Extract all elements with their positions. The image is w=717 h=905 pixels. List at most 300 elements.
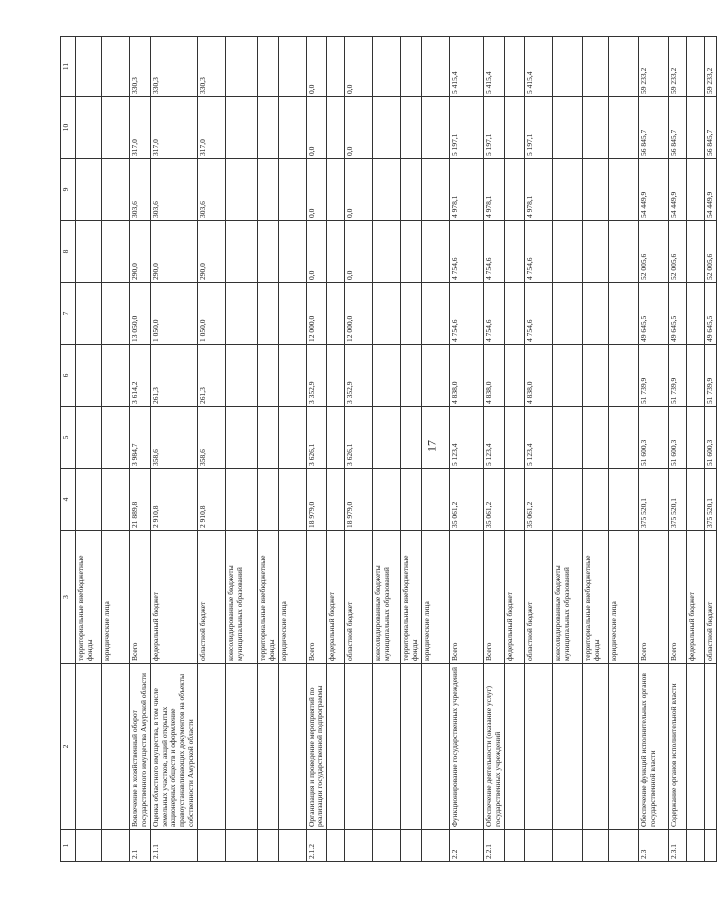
value-cell [552,97,582,159]
value-cell: 4 754,6 [524,283,552,345]
value-cell [76,159,102,221]
value-cell [225,221,257,283]
funding-source: консолидированные бюджеты муниципальных образований [552,531,582,664]
value-cell [327,345,345,407]
column-number: 4 [61,469,76,531]
row-code [704,830,716,862]
value-cell [421,469,449,531]
value-cell [373,159,401,221]
row-code [552,830,582,862]
value-cell [327,221,345,283]
value-cell [76,221,102,283]
row-name: Обеспечение деятельности (оказание услуг) государственных учреждений [483,664,504,830]
value-cell [421,37,449,97]
row-name [582,664,608,830]
row-code: 2.3 [638,830,668,862]
budget-table [60,36,717,862]
value-cell: 0,0 [345,97,373,159]
value-cell [504,345,524,407]
table-row [552,37,582,862]
value-cell: 54 449,9 [638,159,668,221]
value-cell: 35 061,2 [524,469,552,531]
table-row [449,37,483,862]
value-cell: 13 050,0 [130,283,151,345]
table-row [373,37,401,862]
value-cell: 35 061,2 [449,469,483,531]
value-cell: 3 626,1 [306,407,327,469]
table-row [257,37,278,862]
row-code [373,830,401,862]
row-name [278,664,306,830]
value-cell [582,469,608,531]
value-cell [504,159,524,221]
value-cell [552,345,582,407]
funding-source: территориальные внебюджетные фонды [257,531,278,664]
funding-source: областной бюджет [197,531,225,664]
row-name [373,664,401,830]
row-name: Организация и проведение мероприятий по реализации государственной подпрограммы [306,664,327,830]
value-cell: 375 520,1 [704,469,716,531]
value-cell: 49 645,5 [668,283,686,345]
funding-source: территориальные внебюджетные фонды [582,531,608,664]
value-cell: 261,3 [150,345,197,407]
table-row [638,37,668,862]
funding-source: федеральный бюджет [327,531,345,664]
column-number: 5 [61,407,76,469]
value-cell: 3 614,2 [130,345,151,407]
row-name: Содержание органов исполнительной власти [668,664,686,830]
value-cell [327,283,345,345]
table-row [421,37,449,862]
table-row [225,37,257,862]
row-code [345,830,373,862]
value-cell: 4 838,0 [483,345,504,407]
value-cell: 5 123,4 [449,407,483,469]
value-cell: 0,0 [345,159,373,221]
value-cell [327,37,345,97]
table-row [130,37,151,862]
row-code [102,830,130,862]
value-cell [552,37,582,97]
value-cell: 330,3 [197,37,225,97]
funding-source: Всего [638,531,668,664]
table-row [483,37,504,862]
table-row [524,37,552,862]
funding-source: Всего [483,531,504,664]
table-row [704,37,716,862]
funding-source: федеральный бюджет [686,531,704,664]
value-cell [373,37,401,97]
value-cell [278,159,306,221]
value-cell: 303,6 [197,159,225,221]
value-cell [278,469,306,531]
value-cell: 4 754,6 [483,283,504,345]
value-cell [278,345,306,407]
row-name [704,664,716,830]
value-cell: 52 005,6 [668,221,686,283]
value-cell [225,97,257,159]
value-cell [552,159,582,221]
value-cell [421,97,449,159]
row-code [257,830,278,862]
value-cell: 4 838,0 [524,345,552,407]
row-code [582,830,608,862]
value-cell [257,407,278,469]
row-code: 2.1.1 [150,830,197,862]
value-cell: 35 061,2 [483,469,504,531]
value-cell [504,37,524,97]
column-number: 10 [61,97,76,159]
funding-source: Всего [306,531,327,664]
row-name [686,664,704,830]
value-cell: 290,0 [197,221,225,283]
value-cell [401,37,422,97]
row-code [421,830,449,862]
value-cell: 21 889,8 [130,469,151,531]
value-cell: 5 197,1 [483,97,504,159]
row-code [401,830,422,862]
value-cell: 3 352,9 [345,345,373,407]
row-code [686,830,704,862]
value-cell [582,37,608,97]
value-cell [327,469,345,531]
value-cell [76,345,102,407]
column-number: 1 [61,830,76,862]
row-code [504,830,524,862]
value-cell: 51 739,9 [704,345,716,407]
value-cell [102,37,130,97]
value-cell [102,469,130,531]
value-cell: 358,6 [197,407,225,469]
funding-source: консолидированные бюджеты муниципальных образований [225,531,257,664]
value-cell [76,469,102,531]
value-cell: 4 754,6 [449,283,483,345]
value-cell [401,469,422,531]
column-number: 2 [61,664,76,830]
column-number: 7 [61,283,76,345]
value-cell [582,221,608,283]
value-cell: 2 910,8 [197,469,225,531]
value-cell [504,221,524,283]
value-cell: 303,6 [130,159,151,221]
value-cell: 5 415,4 [524,37,552,97]
value-cell: 59 233,2 [704,37,716,97]
value-cell [686,221,704,283]
value-cell: 358,6 [150,407,197,469]
row-code: 2.1 [130,830,151,862]
value-cell [421,283,449,345]
value-cell [401,345,422,407]
value-cell: 51 600,3 [638,407,668,469]
value-cell: 290,0 [150,221,197,283]
value-cell [686,159,704,221]
value-cell: 51 600,3 [668,407,686,469]
column-number-row [61,37,76,862]
table-row [150,37,197,862]
row-code: 2.3.1 [668,830,686,862]
table-row [306,37,327,862]
row-code [327,830,345,862]
value-cell: 4 978,1 [449,159,483,221]
value-cell [608,37,638,97]
value-cell: 5 123,4 [483,407,504,469]
table-row [278,37,306,862]
table-row [327,37,345,862]
funding-source: областной бюджет [704,531,716,664]
value-cell [608,407,638,469]
column-number: 9 [61,159,76,221]
row-name [225,664,257,830]
funding-source: Всего [130,531,151,664]
value-cell: 56 845,7 [704,97,716,159]
table-row [608,37,638,862]
value-cell [225,345,257,407]
value-cell [373,345,401,407]
value-cell: 59 233,2 [668,37,686,97]
value-cell [373,221,401,283]
funding-source: территориальные внебюджетные фонды [401,531,422,664]
value-cell [552,407,582,469]
value-cell [225,159,257,221]
funding-source: юридические лица [278,531,306,664]
row-name [327,664,345,830]
row-name [401,664,422,830]
value-cell [686,283,704,345]
row-code [197,830,225,862]
row-code: 2.2.1 [483,830,504,862]
funding-source: федеральный бюджет [504,531,524,664]
row-name: Оценка областного имущества, в том числе земельных участков, акций открытых акционерных обществ и оформление правоустанавливающих документов на объекты собственности Амурской области [150,664,197,830]
value-cell: 375 520,1 [668,469,686,531]
value-cell: 49 645,5 [704,283,716,345]
table-row [668,37,686,862]
funding-source: юридические лица [421,531,449,664]
value-cell: 0,0 [306,159,327,221]
funding-source: консолидированные бюджеты муниципальных образований [373,531,401,664]
row-name [552,664,582,830]
value-cell: 5 197,1 [524,97,552,159]
value-cell [552,283,582,345]
value-cell [76,407,102,469]
value-cell: 5 197,1 [449,97,483,159]
value-cell [76,37,102,97]
value-cell [278,221,306,283]
value-cell [504,283,524,345]
value-cell: 1 050,0 [150,283,197,345]
value-cell: 12 000,0 [306,283,327,345]
value-cell: 330,3 [150,37,197,97]
column-number: 6 [61,345,76,407]
value-cell: 0,0 [306,97,327,159]
row-name: Обеспечение функций исполнительных органов государственной власти [638,664,668,830]
value-cell [582,97,608,159]
value-cell: 51 739,9 [638,345,668,407]
value-cell: 317,0 [197,97,225,159]
column-number: 11 [61,37,76,97]
value-cell [257,469,278,531]
value-cell: 3 352,9 [306,345,327,407]
value-cell: 317,0 [130,97,151,159]
row-code [524,830,552,862]
value-cell [373,97,401,159]
value-cell [686,407,704,469]
value-cell: 12 000,0 [345,283,373,345]
value-cell [582,407,608,469]
value-cell: 18 979,0 [306,469,327,531]
value-cell [278,283,306,345]
value-cell [608,469,638,531]
table-row [582,37,608,862]
value-cell [686,345,704,407]
value-cell [102,283,130,345]
column-number: 8 [61,221,76,283]
value-cell [686,469,704,531]
value-cell: 59 233,2 [638,37,668,97]
value-cell: 290,0 [130,221,151,283]
value-cell: 4 978,1 [483,159,504,221]
value-cell: 0,0 [345,37,373,97]
value-cell [421,407,449,469]
table-row [686,37,704,862]
value-cell [373,283,401,345]
value-cell [421,345,449,407]
funding-source: юридические лица [102,531,130,664]
value-cell [327,407,345,469]
value-cell: 4 754,6 [449,221,483,283]
value-cell: 375 520,1 [638,469,668,531]
value-cell [504,97,524,159]
value-cell: 4 754,6 [524,221,552,283]
value-cell [257,345,278,407]
value-cell [278,97,306,159]
row-code [278,830,306,862]
table-row [102,37,130,862]
value-cell [257,283,278,345]
funding-source: Всего [668,531,686,664]
value-cell [76,283,102,345]
value-cell [401,407,422,469]
value-cell [225,37,257,97]
value-cell [686,37,704,97]
table-row [76,37,102,862]
row-name: Функционирование государственных учреждений [449,664,483,830]
value-cell [102,345,130,407]
value-cell: 4 754,6 [483,221,504,283]
table-row [401,37,422,862]
value-cell: 0,0 [345,221,373,283]
row-name [76,664,102,830]
rotated-page [60,37,714,862]
row-code [76,830,102,862]
value-cell: 0,0 [306,221,327,283]
row-code: 2.2 [449,830,483,862]
value-cell [225,283,257,345]
value-cell [257,221,278,283]
funding-source: территориальные внебюджетные фонды [76,531,102,664]
value-cell [373,469,401,531]
value-cell [327,159,345,221]
value-cell [421,159,449,221]
value-cell: 303,6 [150,159,197,221]
value-cell: 52 005,6 [704,221,716,283]
value-cell [278,37,306,97]
value-cell: 317,0 [150,97,197,159]
row-name [421,664,449,830]
value-cell [582,283,608,345]
value-cell [102,221,130,283]
value-cell: 4 978,1 [524,159,552,221]
funding-source: юридические лица [608,531,638,664]
value-cell: 56 845,7 [668,97,686,159]
value-cell: 1 050,0 [197,283,225,345]
value-cell [257,37,278,97]
value-cell [257,97,278,159]
value-cell: 51 600,3 [704,407,716,469]
row-name [197,664,225,830]
value-cell [582,159,608,221]
value-cell: 330,3 [130,37,151,97]
value-cell [504,407,524,469]
value-cell: 49 645,5 [638,283,668,345]
value-cell: 54 449,9 [704,159,716,221]
value-cell [102,97,130,159]
page-number: 17 [424,440,439,452]
value-cell [76,97,102,159]
funding-source: федеральный бюджет [150,531,197,664]
value-cell: 3 626,1 [345,407,373,469]
value-cell [608,97,638,159]
value-cell: 51 739,9 [668,345,686,407]
row-name [257,664,278,830]
funding-source: Всего [449,531,483,664]
value-cell: 4 838,0 [449,345,483,407]
value-cell [608,345,638,407]
row-code: 2.1.2 [306,830,327,862]
value-cell: 54 449,9 [668,159,686,221]
value-cell [608,221,638,283]
value-cell: 261,3 [197,345,225,407]
value-cell: 18 979,0 [345,469,373,531]
value-cell: 52 005,6 [638,221,668,283]
row-name [102,664,130,830]
value-cell [401,221,422,283]
value-cell: 56 845,7 [638,97,668,159]
table-row [197,37,225,862]
row-name [504,664,524,830]
value-cell: 2 910,8 [150,469,197,531]
value-cell [608,159,638,221]
value-cell [552,469,582,531]
value-cell [373,407,401,469]
value-cell [102,407,130,469]
value-cell [421,221,449,283]
row-code [608,830,638,862]
value-cell [686,97,704,159]
value-cell [225,469,257,531]
value-cell [401,97,422,159]
value-cell [278,407,306,469]
row-name: Вовлечение в хозяйственный оборот государственного имущества Амурской области [130,664,151,830]
value-cell [608,283,638,345]
value-cell [582,345,608,407]
value-cell [504,469,524,531]
column-number: 3 [61,531,76,664]
value-cell: 5 415,4 [483,37,504,97]
value-cell [327,97,345,159]
value-cell [552,221,582,283]
value-cell: 3 984,7 [130,407,151,469]
row-code [225,830,257,862]
